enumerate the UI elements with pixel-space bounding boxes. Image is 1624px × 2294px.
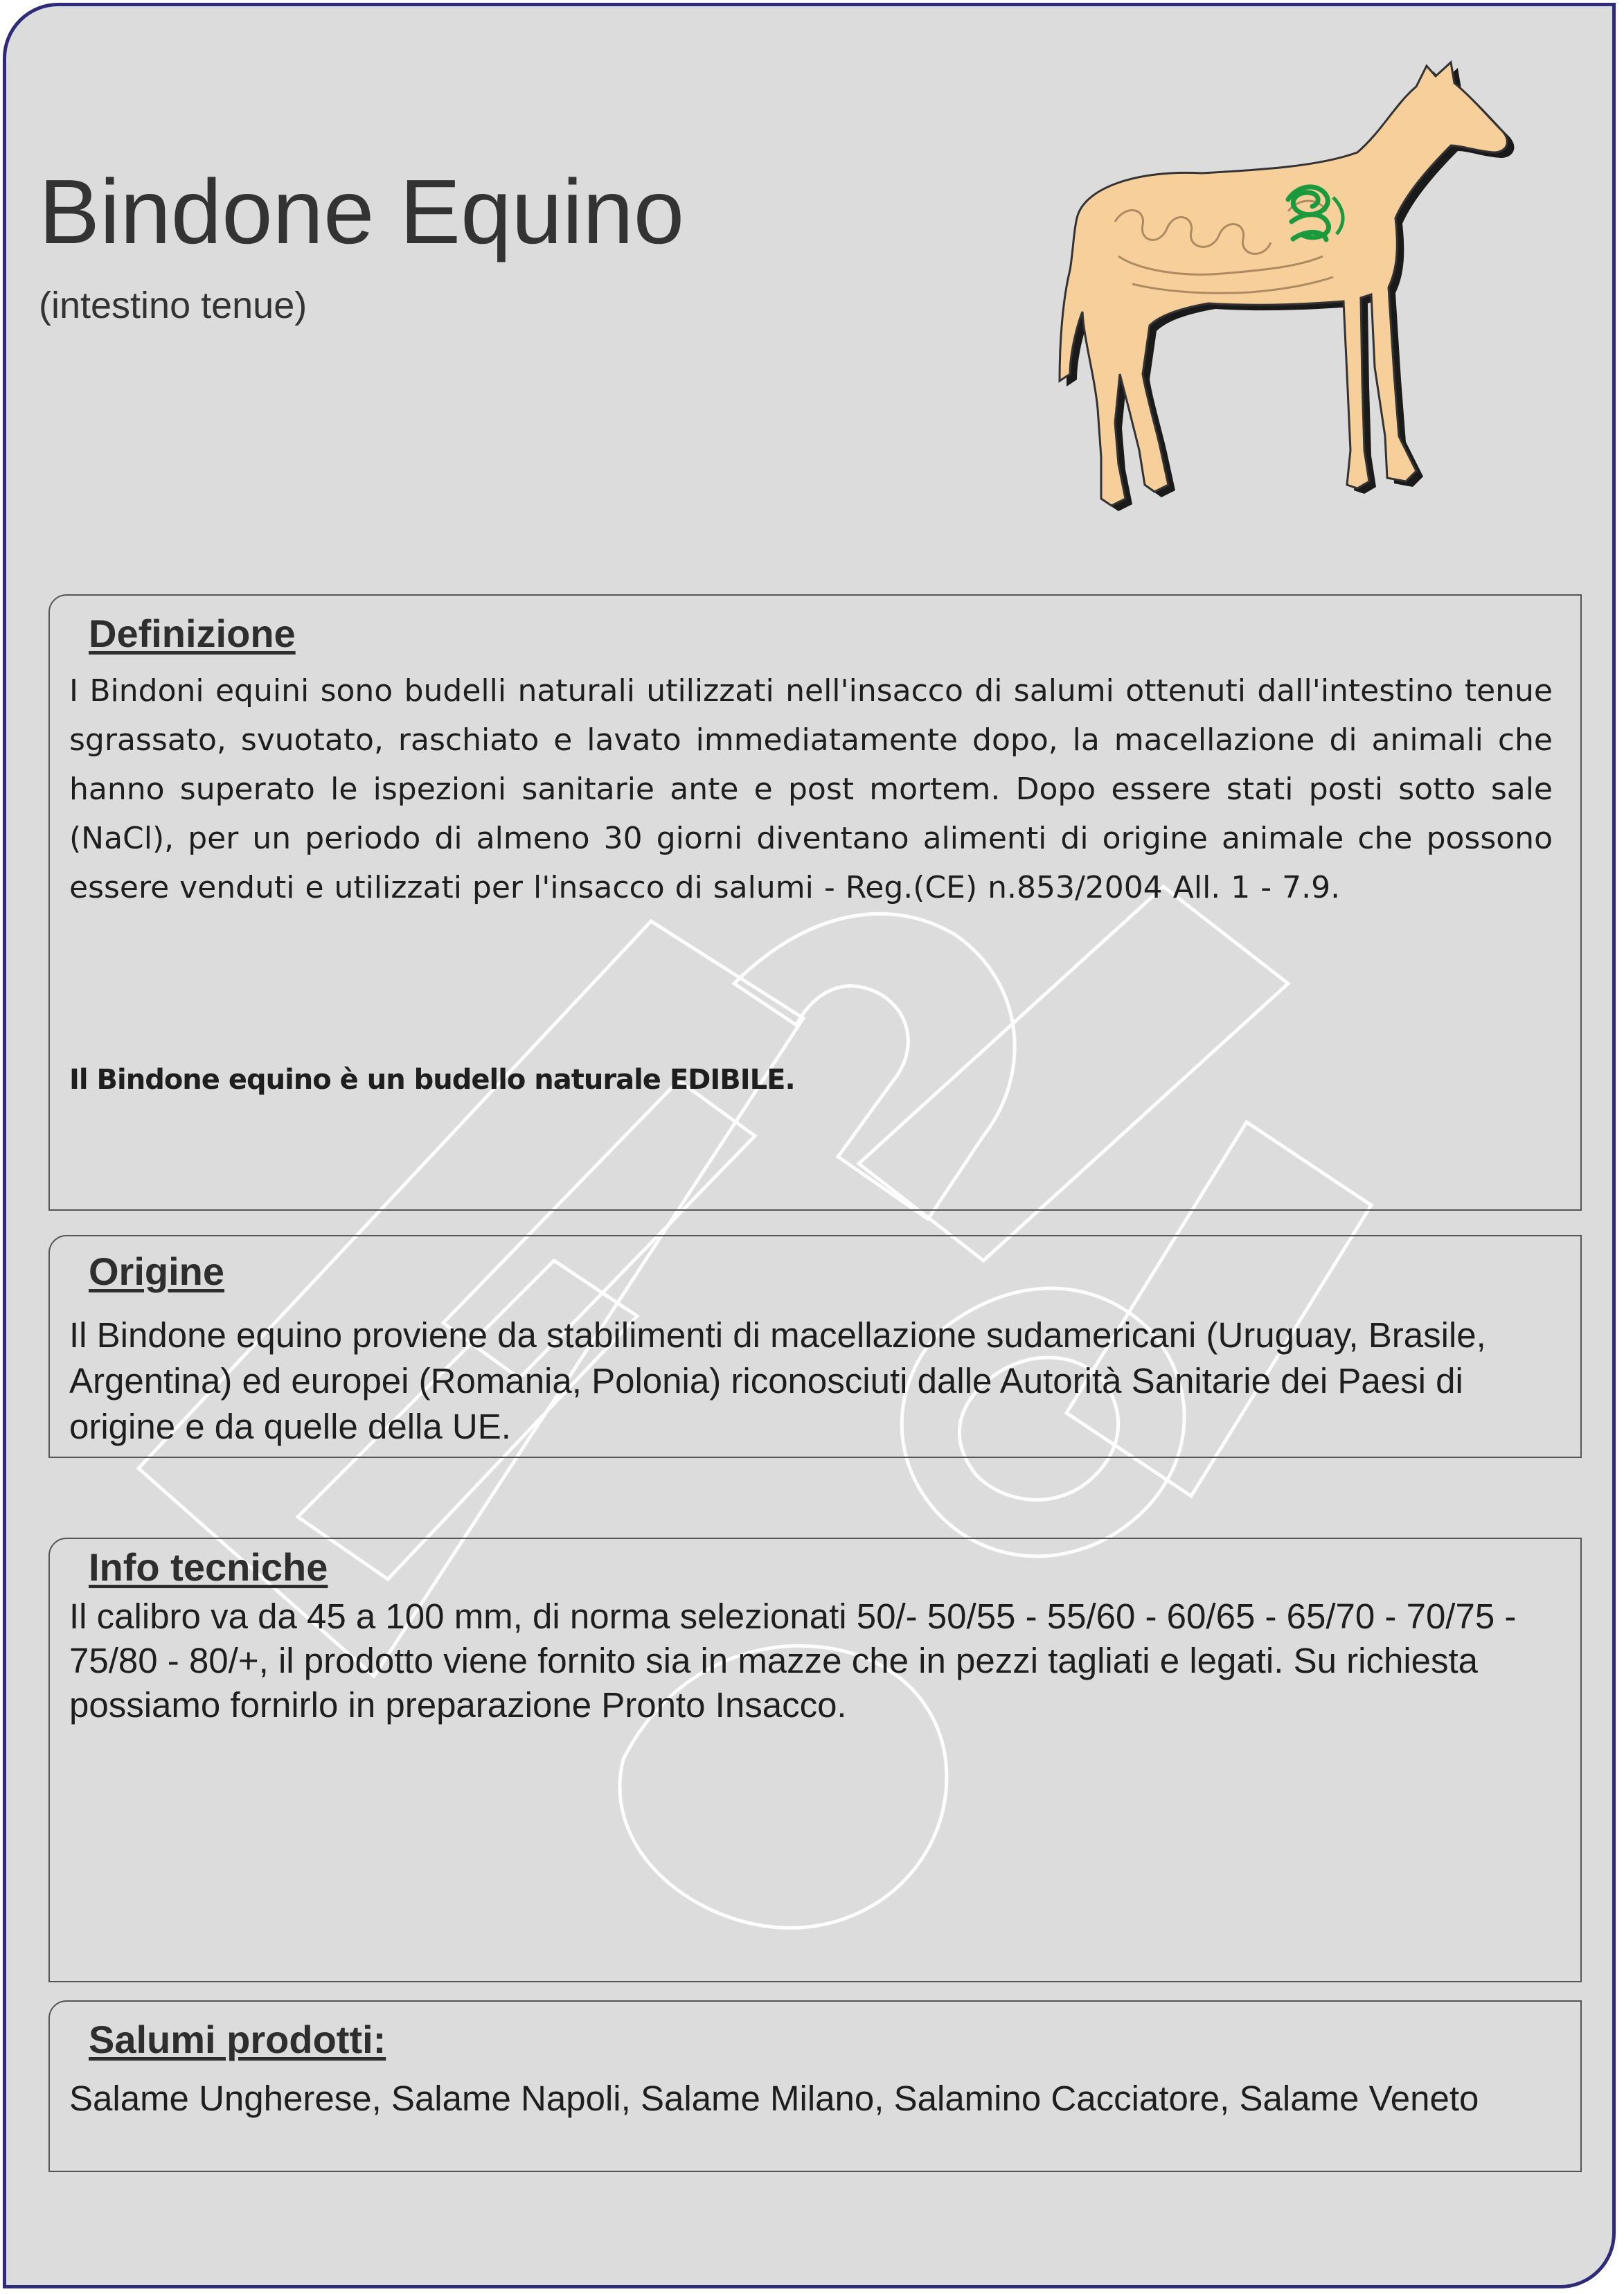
section-info-tecniche: [48, 1538, 1582, 1982]
section-heading: Origine: [89, 1250, 225, 1293]
section-text: Il calibro va da 45 a 100 mm, di norma selezionati 50/- 50/55 - 55/60 - 60/65 - 65/70 - 70/75 - 75/80 - 80/+, il prodotto viene fornito sia in mazze che in pezzi tagliati e legati. Su richiesta possiamo fornirlo in preparazione Pronto Insacco.: [69, 1597, 1517, 1725]
section-text: Il Bindone equino proviene da stabilimenti di macellazione sudamericani (Uruguay, Brasile, Argentina) ed europei (Romania, Polonia) riconosciuti dalle Autorità Sanitarie dei Paesi di origine e da quelle della UE.: [69, 1315, 1486, 1446]
section-salumi-prodotti: [48, 2000, 1582, 2172]
horse-intestine-icon: [973, 48, 1527, 526]
section-heading: Salumi prodotti:: [89, 2018, 386, 2061]
section-definizione: [48, 594, 1582, 1211]
section-text: I Bindoni equini sono budelli naturali utilizzati nell'insacco di salumi ottenuti dall'intestino tenue sgrassato, svuotato, raschiato e lavato immediatamente dopo, la macellazione di animali che hanno superato le ispezioni sanitarie ante e post mortem. Dopo essere stati posti sotto sale (NaCl), per un periodo di almeno 30 giorni diventano alimenti di origine animale che possono essere venduti e utilizzati per l'insacco di salumi - Reg.(CE) n.853/2004 All. 1 - 7.9.: [69, 673, 1553, 905]
section-heading: Definizione: [89, 612, 296, 655]
section-heading: Info tecniche: [89, 1545, 328, 1589]
section-text: Salame Ungherese, Salame Napoli, Salame Milano, Salamino Cacciatore, Salame Veneto: [69, 2079, 1479, 2118]
edible-note: Il Bindone equino è un budello naturale EDIBILE.: [69, 1064, 795, 1096]
page-title: Bindone Equino: [39, 161, 685, 263]
section-origine: [48, 1235, 1582, 1458]
page-subtitle: (intestino tenue): [39, 285, 307, 326]
